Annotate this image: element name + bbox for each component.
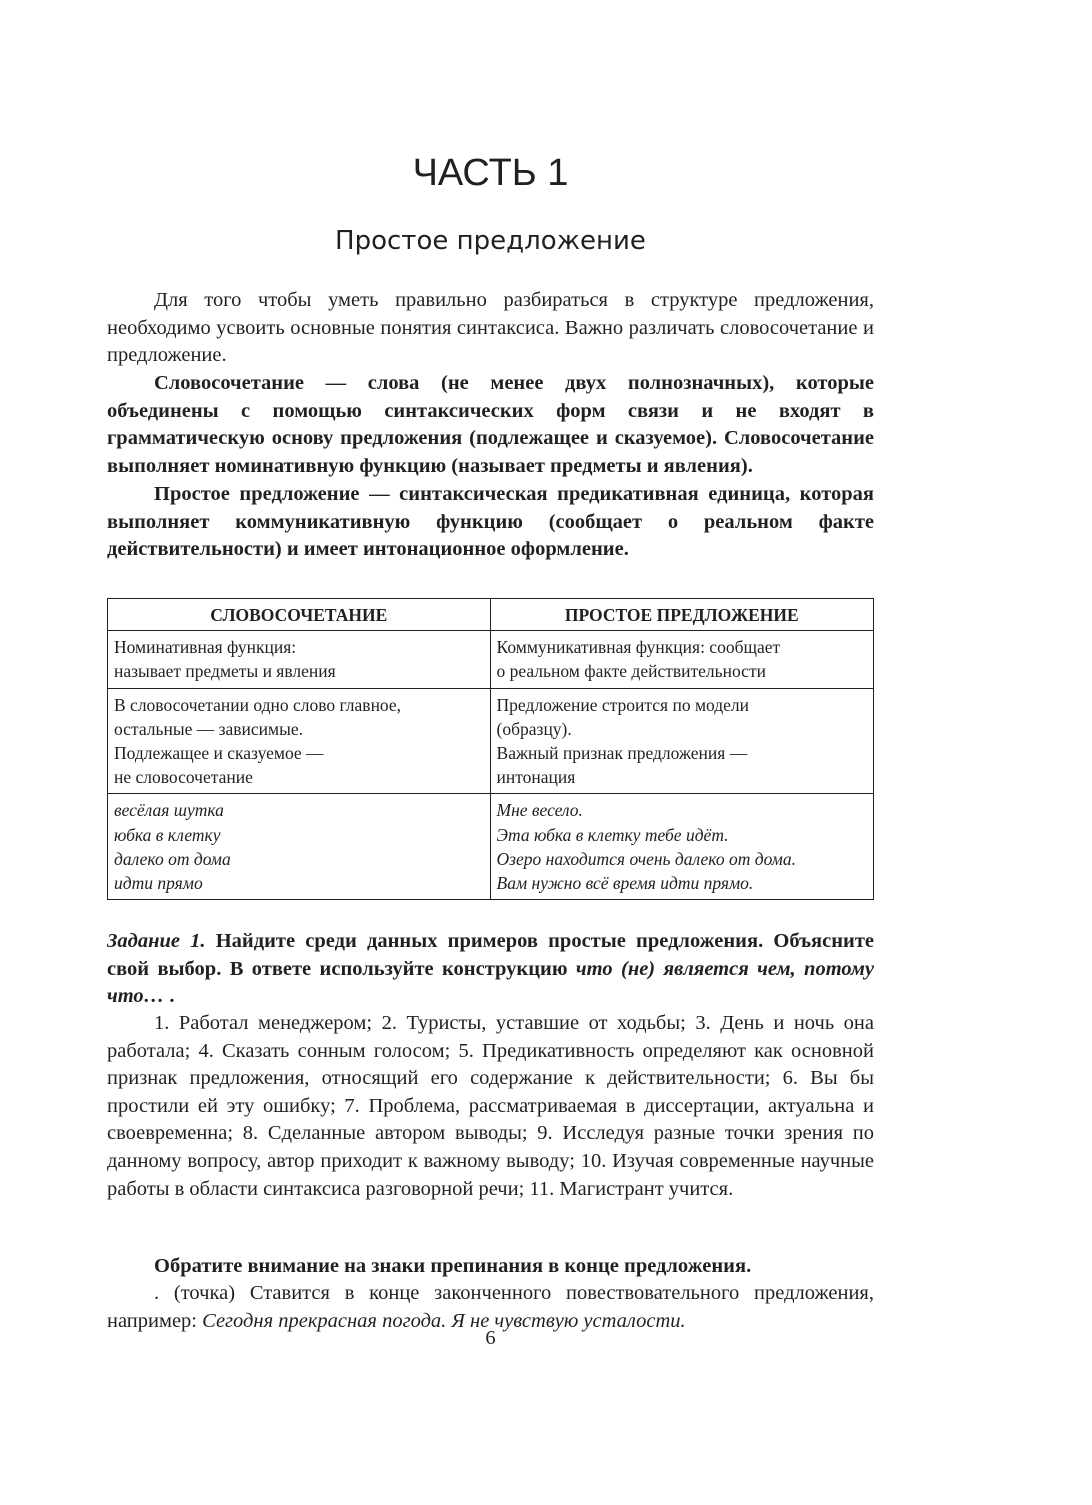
table-cell-phrase xyxy=(108,631,491,688)
page-number: 6 xyxy=(485,1327,496,1349)
comparison-table xyxy=(107,598,874,900)
note-text: . (точка) Ставится в конце законченного повествовательного предложения, например: xyxy=(107,1282,874,1332)
table-header-row xyxy=(108,599,874,631)
cell-line: Мне весело. xyxy=(496,800,583,821)
table-header-sentence: ПРОСТОЕ ПРЕДЛОЖЕНИЕ xyxy=(490,599,873,631)
table-cell-sentence xyxy=(490,631,873,688)
cell-line: о реальном факте действительности xyxy=(496,661,766,682)
table-row xyxy=(108,688,874,794)
table-row xyxy=(108,794,874,900)
note-example: Сегодня прекрасная погода. Я не чувствую усталости. xyxy=(202,1309,686,1332)
section-title: Простое предложение xyxy=(335,226,646,256)
definition-phrase-paragraph: Словосочетание — слова (не менее двух полнозначных), которые объединены с помощью синтаксических форм связи и не входят в грамматическую основу предложения (подлежащее и сказуемое). Словосочетание выполняет номинативную функцию (называет предметы и явления). xyxy=(107,372,874,477)
table-row xyxy=(108,631,874,688)
cell-line: юбка в клетку xyxy=(114,824,221,845)
task-items: 1. Работал менеджером; 2. Туристы, уставшие от ходьбы; 3. День и ночь она работала; 4. Сказать сонным голосом; 5. Предикативность определяют как основной признак предложения, относящий его содержание к действительности; 6. Вы бы простили ей эту ошибку; 7. Проблема, рассматриваемая в диссертации, актуальна и своевременна; 8. Сделанные автором выводы; 9. Исследуя разные точки зрения по данному вопросу, автор приходит к важному выводу; 10. Изучая современные научные работы в области синтаксиса разговорной речи; 11. Магистрант учится. xyxy=(107,1012,874,1200)
cell-line: (образцу). xyxy=(496,718,572,739)
cell-line: далеко от дома xyxy=(114,848,231,869)
cell-line: Предложение строится по модели xyxy=(496,694,750,715)
table-header-phrase: СЛОВОСОЧЕТАНИЕ xyxy=(108,599,491,631)
table-cell-sentence-examples xyxy=(490,794,873,900)
part-title: ЧАСТЬ 1 xyxy=(412,152,569,194)
task-instruction-text: Найдите среди данных примеров простые предложения. Объясните свой выбор. В ответе используйте конструкцию xyxy=(107,930,875,980)
cell-line: весёлая шутка xyxy=(114,800,224,821)
cell-line: Вам нужно всё время идти прямо. xyxy=(496,873,754,894)
cell-line: Эта юбка в клетку тебе идёт. xyxy=(496,824,729,845)
cell-line: Номинативная функция: xyxy=(114,637,297,658)
cell-line: не словосочетание xyxy=(114,767,253,788)
table-cell-phrase-examples xyxy=(108,794,491,900)
cell-line: идти прямо xyxy=(114,873,203,894)
note-heading: Обратите внимание на знаки препинания в конце предложения. xyxy=(154,1255,752,1277)
cell-line: Важный признак предложения — xyxy=(496,743,748,764)
cell-line: В словосочетании одно слово главное, xyxy=(114,694,402,715)
table-cell-phrase xyxy=(108,688,491,794)
cell-line: Коммуникативная функция: сообщает xyxy=(496,637,781,658)
cell-line: Подлежащее и сказуемое — xyxy=(114,743,324,764)
task-instruction-end: . xyxy=(164,985,175,1008)
task-construction: что (не) является чем, потому что… xyxy=(107,957,874,1008)
cell-line: Озеро находится очень далеко от дома. xyxy=(496,848,796,869)
table-cell-sentence xyxy=(490,688,873,794)
cell-line: интонация xyxy=(496,767,576,788)
task-label: Задание 1. xyxy=(107,930,206,952)
intro-paragraph: Для того чтобы уметь правильно разбираться в структуре предложения, необходимо усвоить основные понятия синтаксиса. Важно различать словосочетание и предложение. xyxy=(107,289,874,367)
task-instruction xyxy=(107,928,874,1011)
cell-line: называет предметы и явления xyxy=(114,661,336,682)
cell-line: остальные — зависимые. xyxy=(114,718,304,739)
definition-sentence-paragraph: Простое предложение — синтаксическая предикативная единица, которая выполняет коммуникативную функцию (сообщает о реальном факте действительности) и имеет интонационное оформление. xyxy=(107,483,874,561)
